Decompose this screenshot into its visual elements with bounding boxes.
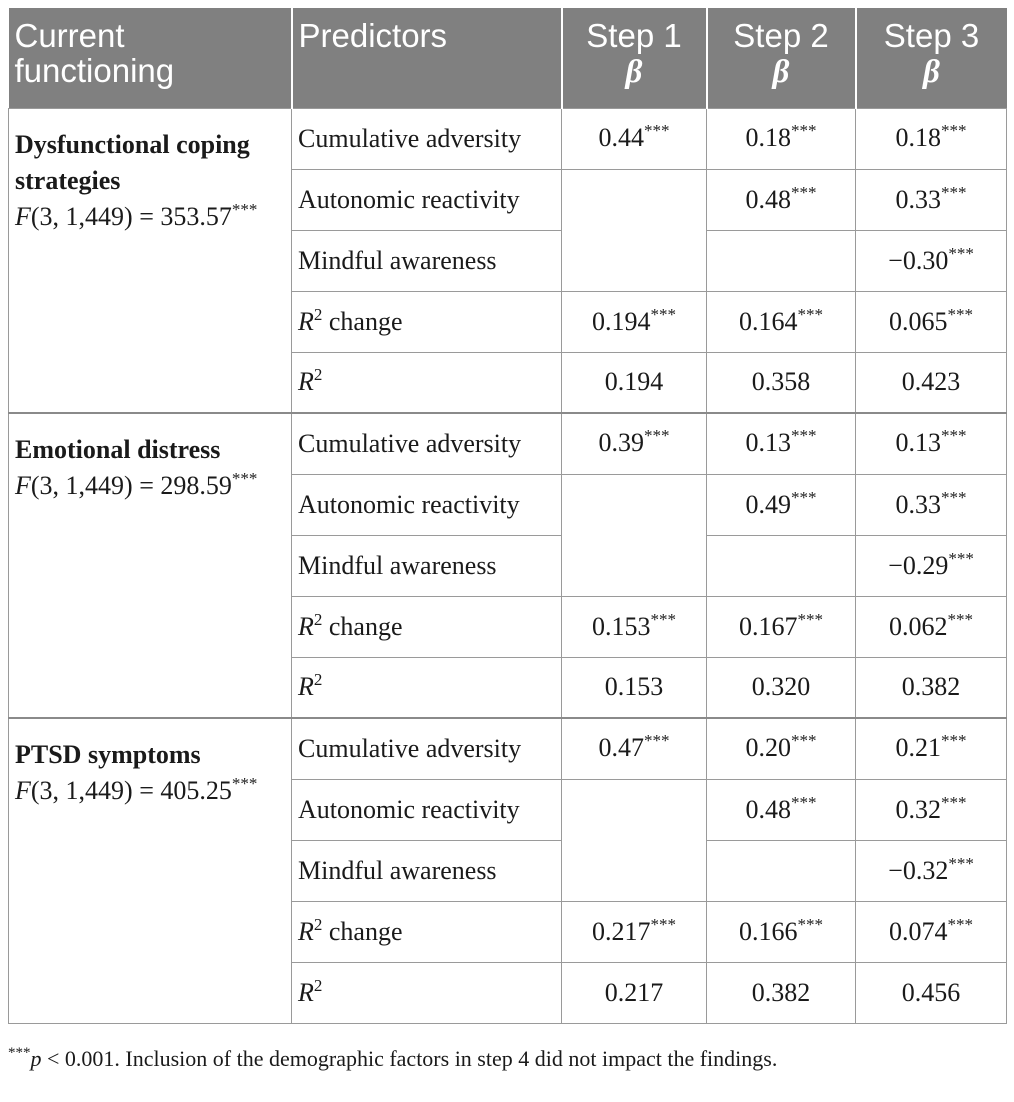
value-cell [856, 657, 1007, 718]
group-name: Emotional distress [15, 435, 221, 464]
value-cell [562, 596, 707, 657]
header-step-1-beta: β [625, 54, 643, 90]
beta-value: 0.47 [598, 733, 644, 762]
header-step-3-label: Step 3 [883, 17, 980, 54]
value-cell [707, 169, 856, 230]
significance-stars: *** [948, 853, 974, 873]
group-cell [9, 413, 292, 718]
beta-value: 0.217 [604, 977, 664, 1007]
predictor-cell [292, 718, 562, 779]
value-cell [856, 718, 1007, 779]
empty-cell [562, 474, 707, 596]
f-statistic [15, 776, 257, 805]
predictor-label: Autonomic reactivity [298, 489, 520, 519]
f-statistic [15, 471, 257, 500]
beta-value: 0.194 [592, 306, 651, 336]
beta-value: −0.30 [888, 245, 949, 275]
value-cell [562, 657, 707, 718]
footnote-stars: *** [8, 1044, 31, 1061]
beta-value: 0.49 [745, 489, 791, 519]
f-letter: F [15, 776, 31, 805]
value-cell [707, 108, 856, 169]
value-cell [856, 596, 1007, 657]
beta-value: 0.164 [739, 306, 798, 336]
predictor-label: Cumulative adversity [298, 733, 522, 763]
f-letter: F [15, 471, 31, 500]
f-args: (3, 1,449) = 405.25 [30, 776, 232, 805]
predictor-cell [292, 840, 562, 901]
value-cell [562, 291, 707, 352]
predictor-label: Cumulative adversity [298, 123, 522, 153]
beta-value: 0.21 [895, 733, 941, 762]
header-step-1 [562, 8, 707, 108]
significance-stars: *** [791, 426, 817, 445]
table-body [9, 108, 1007, 1023]
predictor-label: Mindful awareness [298, 550, 497, 580]
value-cell [856, 535, 1007, 596]
significance-stars: *** [791, 731, 817, 750]
value-cell [856, 840, 1007, 901]
value-cell [562, 413, 707, 474]
significance-stars: *** [941, 792, 967, 812]
beta-value: 0.194 [604, 367, 664, 397]
header-step-3-beta: β [923, 54, 940, 90]
beta-value: 0.382 [751, 977, 811, 1007]
beta-value: 0.18 [745, 122, 791, 152]
beta-value: 0.320 [751, 672, 811, 702]
empty-cell [562, 779, 707, 901]
f-statistic [15, 199, 258, 231]
value-cell [707, 962, 856, 1023]
header-step-2-beta: β [772, 54, 790, 90]
beta-value: 0.217 [592, 916, 651, 946]
significance-stars: *** [650, 609, 676, 629]
table-header [9, 8, 1007, 108]
f-stars: *** [231, 774, 258, 793]
empty-cell [707, 535, 856, 596]
predictor-cell [292, 230, 562, 291]
significance-stars: *** [644, 120, 670, 140]
table-row [9, 718, 1007, 779]
group-name: PTSD symptoms [15, 740, 201, 769]
r-letter: R [298, 916, 314, 946]
predictor-cell [292, 596, 562, 657]
value-cell [856, 230, 1007, 291]
header-step-3 [856, 8, 1007, 108]
predictor-cell [292, 108, 562, 169]
empty-cell [707, 840, 856, 901]
r-letter: R [298, 977, 314, 1007]
footnote-text: < 0.001. Inclusion of the demographic factors in step 4 did not impact the findings. [41, 1045, 778, 1071]
beta-value: 0.18 [895, 122, 941, 152]
value-cell [707, 718, 856, 779]
significance-stars: *** [791, 792, 817, 812]
significance-stars: *** [797, 609, 823, 629]
table-row [9, 413, 1007, 474]
significance-stars: *** [948, 243, 974, 263]
f-stars: *** [231, 199, 258, 219]
value-cell [707, 413, 856, 474]
beta-value: 0.13 [745, 428, 791, 457]
table-row [9, 108, 1007, 169]
empty-cell [707, 230, 856, 291]
beta-value: 0.167 [739, 611, 798, 641]
beta-value: 0.074 [889, 916, 948, 946]
value-cell [707, 474, 856, 535]
significance-stars: *** [650, 914, 676, 934]
r-squared-sup: 2 [313, 365, 323, 385]
table-footnote [8, 1046, 1006, 1072]
f-args: (3, 1,449) = 298.59 [30, 471, 232, 500]
value-cell [562, 108, 707, 169]
r-squared-sup: 2 [313, 609, 323, 629]
r-squared-sup: 2 [313, 914, 323, 934]
header-step-2 [707, 8, 856, 108]
significance-stars: *** [650, 304, 676, 324]
predictor-cell [292, 535, 562, 596]
r-letter: R [298, 306, 314, 336]
predictor-cell [292, 657, 562, 718]
significance-stars: *** [941, 426, 967, 445]
beta-value: 0.44 [598, 122, 644, 152]
header-predictors: Predictors [292, 8, 562, 108]
predictor-cell [292, 352, 562, 413]
r-squared-sup: 2 [313, 975, 323, 995]
beta-value: 0.456 [901, 977, 961, 1007]
beta-value: 0.33 [895, 184, 941, 214]
value-cell [856, 474, 1007, 535]
group-cell [9, 108, 292, 413]
beta-value: 0.166 [739, 916, 798, 946]
beta-value: 0.32 [895, 794, 941, 824]
empty-cell [562, 169, 707, 291]
beta-value: 0.48 [745, 794, 791, 824]
change-label: change [322, 306, 403, 336]
change-label: change [322, 611, 403, 641]
significance-stars: *** [791, 182, 817, 202]
value-cell [562, 352, 707, 413]
significance-stars: *** [948, 548, 974, 568]
predictor-cell [292, 291, 562, 352]
value-cell [707, 352, 856, 413]
predictor-cell [292, 962, 562, 1023]
f-letter: F [15, 201, 31, 231]
predictor-cell [292, 779, 562, 840]
predictor-label: Mindful awareness [298, 855, 497, 885]
beta-value: 0.153 [604, 672, 664, 702]
beta-value: 0.423 [901, 367, 961, 397]
value-cell [856, 413, 1007, 474]
predictor-cell [292, 413, 562, 474]
value-cell [856, 108, 1007, 169]
predictor-cell [292, 474, 562, 535]
value-cell [856, 901, 1007, 962]
significance-stars: *** [941, 182, 967, 202]
value-cell [562, 901, 707, 962]
beta-value: 0.20 [745, 733, 791, 762]
f-args: (3, 1,449) = 353.57 [30, 201, 232, 231]
value-cell [562, 962, 707, 1023]
significance-stars: *** [791, 120, 817, 140]
predictor-cell [292, 169, 562, 230]
beta-value: 0.065 [889, 306, 948, 336]
predictor-label: Cumulative adversity [298, 428, 522, 458]
regression-table-container [8, 8, 1006, 1072]
group-name: Dysfunctional coping strategies [15, 129, 250, 195]
significance-stars: *** [947, 609, 973, 629]
predictor-label: Autonomic reactivity [298, 794, 520, 824]
value-cell [856, 779, 1007, 840]
value-cell [856, 291, 1007, 352]
beta-value: 0.13 [895, 428, 941, 457]
change-label: change [322, 916, 403, 946]
significance-stars: *** [947, 304, 973, 324]
beta-value: 0.39 [598, 428, 644, 457]
header-step-1-label: Step 1 [586, 17, 682, 54]
beta-value: −0.29 [888, 550, 949, 580]
value-cell [562, 718, 707, 779]
value-cell [707, 779, 856, 840]
r-squared-sup: 2 [313, 670, 323, 690]
r-letter: R [298, 611, 314, 641]
beta-value: 0.358 [751, 367, 811, 397]
value-cell [707, 596, 856, 657]
beta-value: 0.382 [901, 672, 961, 702]
significance-stars: *** [797, 914, 823, 934]
footnote-p: p [30, 1045, 42, 1071]
value-cell [856, 169, 1007, 230]
group-cell [9, 718, 292, 1023]
value-cell [856, 962, 1007, 1023]
significance-stars: *** [941, 731, 967, 750]
predictor-cell [292, 901, 562, 962]
beta-value: −0.32 [888, 855, 949, 885]
significance-stars: *** [791, 487, 817, 507]
predictor-label: Mindful awareness [298, 245, 497, 275]
value-cell [707, 291, 856, 352]
r-letter: R [298, 672, 314, 702]
significance-stars: *** [797, 304, 823, 324]
significance-stars: *** [941, 487, 967, 507]
r-squared-sup: 2 [313, 304, 323, 324]
predictor-label: Autonomic reactivity [298, 184, 520, 214]
significance-stars: *** [644, 426, 670, 445]
value-cell [856, 352, 1007, 413]
value-cell [707, 901, 856, 962]
significance-stars: *** [941, 120, 967, 140]
header-step-2-label: Step 2 [733, 17, 829, 54]
significance-stars: *** [644, 731, 670, 750]
beta-value: 0.153 [592, 611, 651, 641]
beta-value: 0.48 [745, 184, 791, 214]
beta-value: 0.33 [895, 489, 941, 519]
beta-value: 0.062 [889, 611, 948, 641]
significance-stars: *** [947, 914, 973, 934]
header-current-functioning: Current functioning [9, 8, 292, 108]
value-cell [707, 657, 856, 718]
regression-table [8, 8, 1007, 1024]
r-letter: R [298, 367, 314, 397]
f-stars: *** [231, 469, 258, 488]
